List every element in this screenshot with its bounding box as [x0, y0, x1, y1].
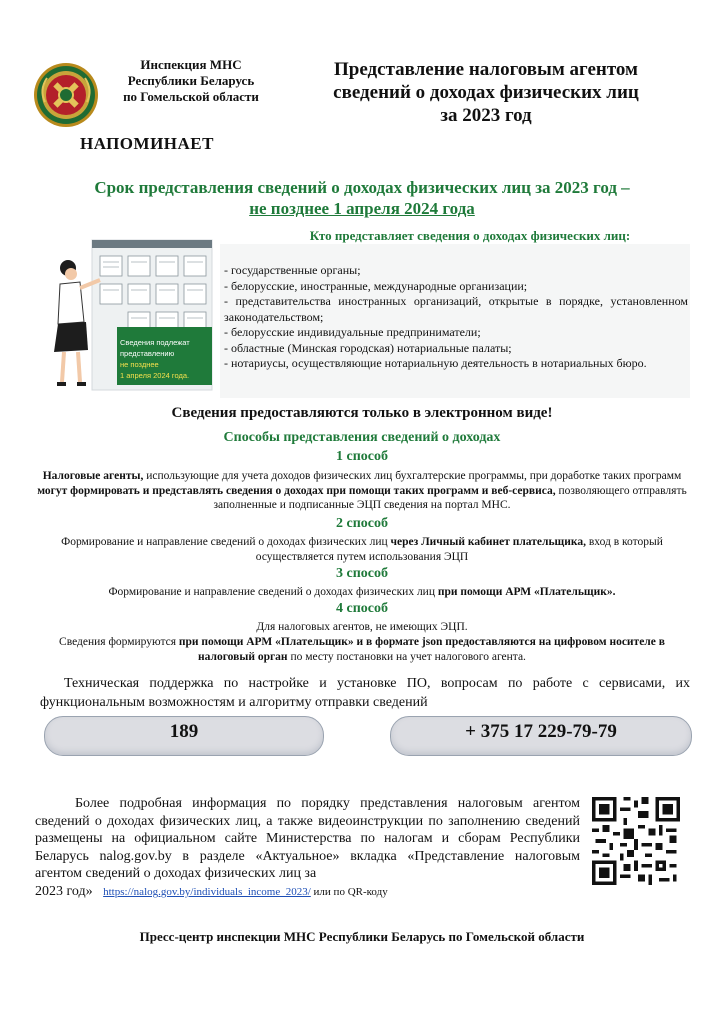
- phone-full-pill: [390, 716, 692, 756]
- title-line: Представление налоговым агентом: [334, 59, 638, 80]
- title-line: сведений о доходах физических лиц: [333, 82, 639, 103]
- way-4-text-2: по месту постановки на учет налогового агента.: [287, 650, 526, 663]
- way-1-text: [36, 469, 688, 513]
- way-2-text-2: вход в который осуществляется путем использования ЭЦП: [255, 536, 663, 563]
- way-4-text: [54, 635, 670, 664]
- inspection-name: [106, 57, 276, 105]
- way-1-heading: 1 способ: [336, 449, 388, 464]
- page-title: [298, 58, 674, 127]
- sticker-line: 1 апреля 2024 года.: [120, 371, 190, 380]
- way-2-text: [60, 535, 664, 564]
- inspection-line: по Гомельской области: [123, 89, 259, 104]
- support-text: Техническая поддержка по настройке и установке ПО, вопросам по работе с сервисами, их функциональным возможностям и алгоритму отправки сведений: [40, 676, 690, 710]
- way-4-text-1: Сведения формируются: [59, 636, 179, 648]
- way-1-bold-2: могут формировать и представлять сведения о доходах при помощи таких программ и веб-сервиса,: [37, 484, 556, 497]
- reminds-heading: НАПОМИНАЕТ: [80, 134, 214, 153]
- title-line: за 2023 год: [440, 105, 532, 126]
- deadline-notice: [40, 177, 684, 219]
- way-2-bold-1: через Личный кабинет плательщика,: [390, 536, 586, 548]
- more-info-link-line: [35, 883, 580, 902]
- way-1-text-1: использующие для учета доходов физических лиц бухгалтерские программы, при доработке таких программ: [143, 470, 682, 482]
- list-item: - нотариусы, осуществляющие нотариальную деятельность в нотариальных бюро.: [224, 356, 647, 370]
- way-4-line-1: Для налоговых агентов, не имеющих ЭЦП.: [256, 621, 468, 633]
- ways-title: Способы представления сведений о доходах: [223, 430, 501, 445]
- deadline-sticker: [117, 327, 212, 385]
- way-3-text-1: Формирование и направление сведений о доходах физических лиц: [108, 586, 438, 598]
- way-1-bold-1: Налоговые агенты,: [42, 470, 144, 482]
- more-info-line-end: 2023 год»: [35, 884, 93, 899]
- phone-short-pill: [44, 716, 324, 756]
- way-1-text-2: позволяющего отправлять заполненные и подписанные ЭЦП сведения на портал МНС.: [213, 484, 687, 511]
- sticker-line: представлению: [120, 349, 175, 358]
- who-submits-title: Кто представляет сведения о доходах физических лиц:: [309, 228, 631, 243]
- electronic-only-notice: Сведения предоставляются только в электронном виде!: [171, 405, 553, 421]
- way-3-text: [36, 585, 688, 600]
- way-4-heading: 4 способ: [336, 601, 388, 616]
- who-submits-list: [224, 263, 688, 372]
- way-3-bold-1: при помощи АРМ «Плательщик».: [437, 586, 616, 598]
- qr-code-icon[interactable]: [592, 797, 680, 885]
- sticker-line: Сведения подлежат: [120, 338, 190, 347]
- deadline-date: не позднее 1 апреля 2024 года: [249, 199, 475, 218]
- phone-full-number: + 375 17 229-79-79: [465, 721, 617, 742]
- list-item: - представительства иностранных организаций, открытые в порядке, установленном законодательством;: [224, 294, 688, 324]
- more-info-text: Более подробная информация по порядку представления налоговым агентом сведений о доходах физических лиц, а также видеоинструкции по заполнению сведений размещены на официальном сайте Министерства по налогам и сборам Республики Беларусь nalog.gov.by в разделе «Актуальное» вкладка «Представление налоговым агентом сведений о доходах физических лиц за: [35, 796, 580, 881]
- deadline-line: Срок представления сведений о доходах физических лиц за 2023 год –: [94, 178, 630, 197]
- way-2-heading: 2 способ: [336, 516, 388, 531]
- sticker-line: не позднее: [120, 360, 159, 369]
- way-2-text-1: Формирование и направление сведений о доходах физических лиц: [61, 536, 391, 548]
- list-item: - государственные органы;: [224, 263, 361, 277]
- emblem-icon: [33, 62, 99, 128]
- list-item: - областные (Минская городская) нотариальные палаты;: [224, 340, 512, 355]
- inspection-line: Инспекция МНС: [140, 57, 242, 72]
- way-4-bold-1: при помощи АРМ «Плательщик» и в формате json предоставляются на цифровом носителе в налоговый орган: [178, 636, 665, 663]
- more-info-tail: или по QR-коду: [310, 886, 388, 898]
- nalog-link[interactable]: https://nalog.gov.by/individuals_income_2023/: [103, 886, 311, 898]
- press-center-footer: Пресс-центр инспекции МНС Республики Беларусь по Гомельской области: [139, 929, 585, 944]
- list-item: - белорусские индивидуальные предприниматели;: [224, 325, 481, 339]
- list-item: - белорусские, иностранные, международные организации;: [224, 278, 528, 293]
- way-3-heading: 3 способ: [336, 566, 388, 581]
- phone-short-number: 189: [169, 721, 199, 742]
- inspection-line: Республики Беларусь: [127, 73, 255, 88]
